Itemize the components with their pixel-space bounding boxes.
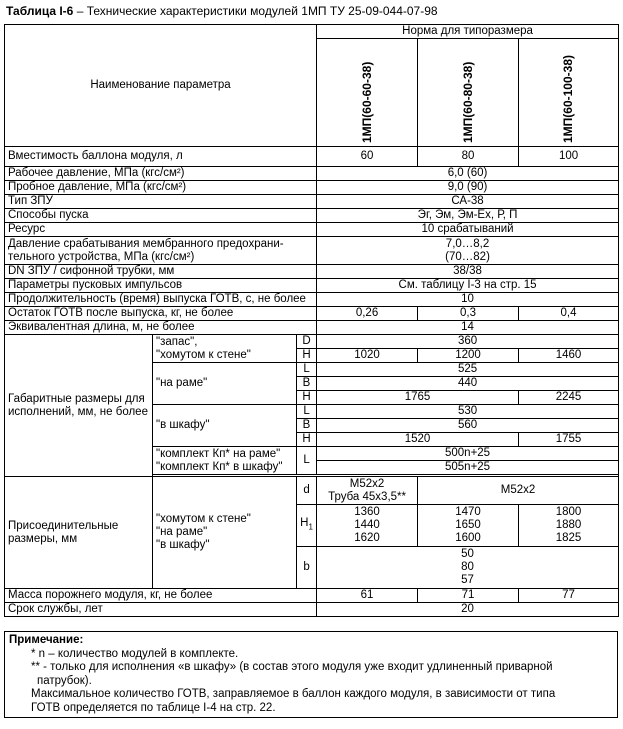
conn-label: Присоединительные размеры, мм bbox=[5, 477, 153, 589]
model-2-header: 1МП(60-80-38) bbox=[418, 39, 519, 147]
model-1-header: 1МП(60-60-38) bbox=[317, 39, 418, 147]
spec-table: Наименование параметра Норма для типоразмера 1МП(60-60-38) 1МП(60-80-38) 1МП(60-100-38) Вместимость баллона модуля, л 60 80 100 Рабочее давление, МПа (кгс/см²) 6,0 (60) Пробное давление, МПа (кгс/см²) 9,0 (90) Тип ЗПУ СА-38 Способы пуска Эг, Эм, Эм-Ех, Р, П Ресурс 10 срабатываний Давление срабатывания мембранного предохрани- тельного устройства, МПа (кгс/см²) 7,0…8,2 (70…82) DN ЗПУ / сифонной трубки, мм 38/38 Параметры пусковых импульсов См. таблицу I-3 на стр. 15 Продолжительность (время) выпуска ГОТВ, с, не более 10 Остаток ГОТВ после выпуска, кг, не более 0,26 0,3 0,4 Эквивалентная длина, м, не более 14 Габаритные размеры для исполнений, мм, не более "запас", "хомутом к стене" D 360 H 1020 1200 1460 "на раме" L 525 B 440 H 1765 2245 "в шкафу" L 530 B 560 H 1520 1755 "комплект Кп* на раме" "комплект Кп* в шкафу" L 500n+25 505n+25 Присоединительные размеры, мм "хомутом к стене" "на раме" "в шкафу" d М52х2 Труба 45х3,5** М52х2 $H_1$ 1360 1440 1620 1470 1650 1600 1800 1880 1825 b 50 80 57 Масса порожнего модуля, кг, не более 61 71 77 Срок службы, лет 20 bbox=[4, 24, 619, 617]
row-label: Вместимость баллона модуля, л bbox=[5, 147, 317, 167]
dims-label: Габаритные размеры для исполнений, мм, не более bbox=[5, 335, 153, 477]
param-header: Наименование параметра bbox=[5, 25, 317, 147]
model-3-header: 1МП(60-100-38) bbox=[519, 39, 619, 147]
notes: Примечание: * n – количество модулей в комплекте. ** - только для исполнения «в шкафу» (в состав этого модуля уже входит удлиненный приварной патрубок). Максимальное количество ГОТВ, заправляемое в баллон каждого модуля, в зависимости от типа ГОТВ определяется по таблице I-4 на стр. 22. bbox=[4, 631, 618, 718]
norm-header: Норма для типоразмера bbox=[317, 25, 619, 39]
table-title: Таблица I-6 – Технические характеристики модулей 1МП ТУ 25-09-044-07-98 bbox=[6, 4, 438, 18]
